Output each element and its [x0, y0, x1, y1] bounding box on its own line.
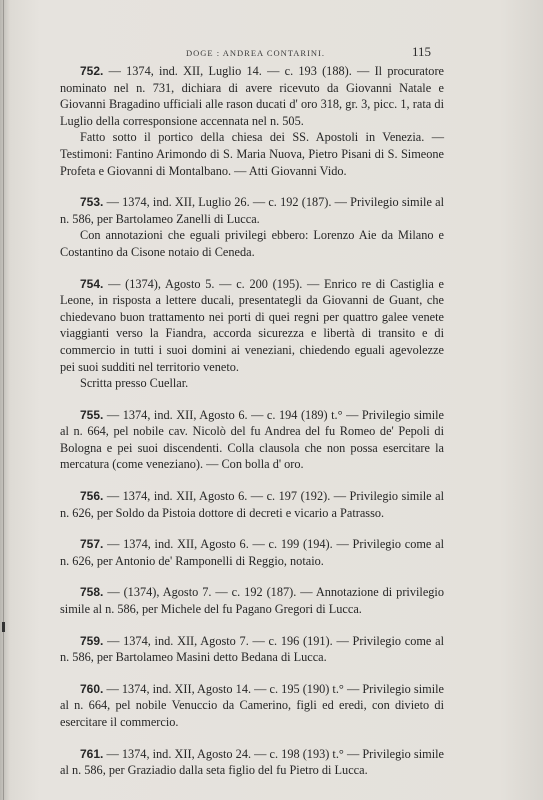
entry-752 — [60, 63, 444, 179]
running-head: DOGE : ANDREA CONTARINI. — [186, 48, 326, 58]
entry-text: — (1374), Agosto 7. — c. 192 (187). — Annotazione di privilegio simile al n. 586, per Michele del fu Pagano Gregori di Lucca. — [60, 585, 444, 617]
entry-paragraph — [60, 536, 444, 569]
entry-text: — 1374, ind. XII, Agosto 24. — c. 198 (193) t.° — Privilegio simile al n. 586, per Graziadio dalla seta figlio del fu Pietro di Lucca. — [60, 746, 444, 778]
entry-number: 756. — [80, 489, 104, 504]
entry-755 — [60, 407, 444, 473]
page-number: 115 — [412, 44, 432, 59]
entry-paragraph — [60, 584, 444, 617]
entry-number: 752. — [80, 64, 104, 78]
entry-757 — [60, 536, 444, 569]
entry-753 — [60, 194, 444, 260]
entry-paragraph — [60, 681, 444, 731]
entry-text: — 1374, ind. XII, Luglio 26. — c. 192 (187). — Privilegio simile al n. 586, per Bartolameo Zanelli di Lucca. — [60, 195, 444, 226]
page-header — [0, 44, 543, 62]
entry-number: 759. — [80, 633, 104, 648]
entry-paragraph: Fatto sotto il portico della chiesa dei SS. Apostoli in Venezia. — Testimoni: Fantino Arimondo di S. Maria Nuova, Pietro Pisani di S. Simeone Profeta e Giovanni di Montalbano. — Atti Giovanni Vido. — [60, 130, 444, 178]
entry-paragraph — [60, 276, 444, 376]
entry-number: 754. — [80, 276, 104, 291]
entry-paragraph — [60, 488, 444, 521]
entry-text: — 1374, ind. XII, Agosto 6. — c. 194 (189) t.° — Privilegio simile al n. 664, pel nobile cav. Nicolò del fu Andrea del fu Romeo de' Pepoli di Bologna e pei suoi discendenti. Colla clausola che non possa esercitare la mercatura (come veneziano). — Con bolla d' oro. — [60, 407, 444, 472]
entry-paragraph — [60, 633, 444, 666]
page-edge-line — [3, 0, 4, 800]
entry-text: — 1374, ind. XII, Agosto 6. — c. 197 (192). — Privilegio simile al n. 626, per Soldo da Pistoia dottore di decreti e vicario a Patrasso. — [60, 489, 444, 520]
entry-text: — 1374, ind. XII, Agosto 14. — c. 195 (190) t.° — Privilegio simile al n. 664, pel nobile Venuccio da Camerino, figli ed eredi, con divieto di esercitare il commercio. — [60, 681, 444, 729]
entry-text: — (1374), Agosto 5. — c. 200 (195). — Enrico re di Castiglia e Leone, in risposta a lettere ducali, presentategli da Giovanni de Guant, che chiedevano buon trattamento nei porti di quei regni per quattro galee venete viaggianti verso la Fiandra, accorda sicurezza e libertà di transito e di commercio in tutti i suoi domini ai veneziani, chiedendo eguali agevolezze pei suoi sudditi nel territorio veneto. — [60, 276, 444, 374]
entry-number: 760. — [80, 681, 104, 696]
entry-754 — [60, 276, 444, 392]
entry-paragraph — [60, 407, 444, 473]
entry-number: 758. — [80, 585, 104, 600]
entry-number: 757. — [80, 537, 104, 552]
entry-number: 761. — [80, 746, 104, 761]
entry-text: — 1374, ind. XII, Agosto 6. — c. 199 (194). — Privilegio come al n. 626, per Antonio de' Ramponelli di Reggio, notaio. — [60, 537, 444, 568]
entry-text: — 1374, ind. XII, Agosto 7. — c. 196 (191). — Privilegio come al n. 586, per Bartolameo Masini detto Bedana di Lucca. — [60, 633, 444, 665]
entries-list — [60, 63, 444, 794]
entry-758 — [60, 584, 444, 617]
entry-paragraph: Scritta presso Cuellar. — [80, 376, 189, 391]
entry-text: — 1374, ind. XII, Luglio 14. — c. 193 (188). — Il procuratore nominato nel n. 731, dichiara di avere ricevuto da Giovanni Natale e Giovanni Bragadino ufficiali alle rason ducati d' oro 318, gr. 3, picc. 1, rata di Luglio della corresponsione accennata nel n. 505. — [60, 64, 444, 128]
entry-paragraph: Con annotazioni che eguali privilegi ebbero: Lorenzo Aie da Milano e Costantino da Cisone notaio di Ceneda. — [60, 228, 444, 259]
entry-number: 753. — [80, 195, 104, 210]
entry-paragraph — [60, 194, 444, 227]
entry-paragraph — [60, 63, 444, 129]
entry-756 — [60, 488, 444, 521]
entry-761 — [60, 746, 444, 779]
entry-paragraph — [60, 746, 444, 779]
entry-760 — [60, 681, 444, 731]
entry-759 — [60, 633, 444, 666]
margin-mark — [2, 622, 5, 632]
entry-number: 755. — [80, 407, 104, 422]
